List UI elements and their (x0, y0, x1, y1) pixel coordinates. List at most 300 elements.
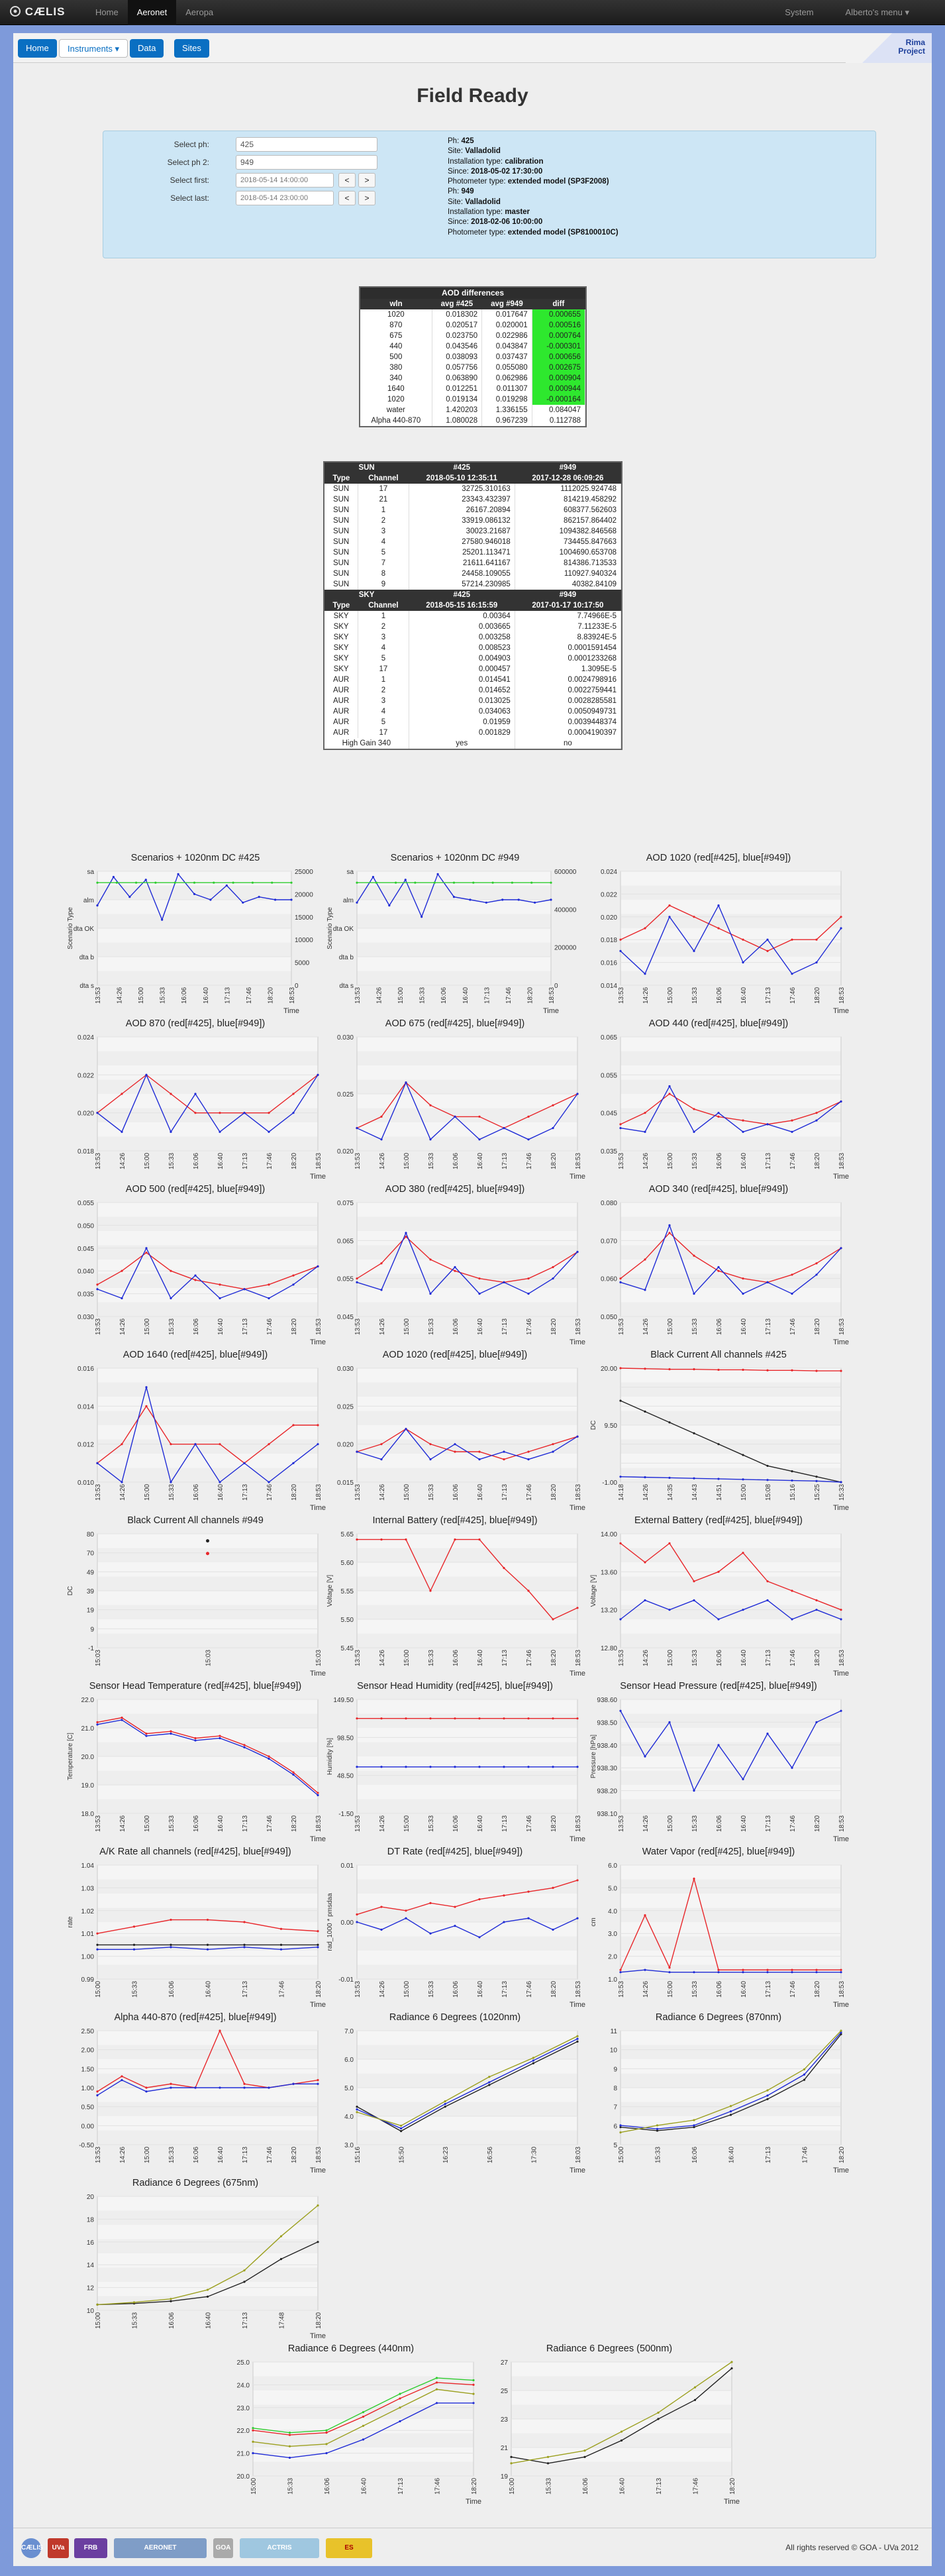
table-row (324, 643, 621, 653)
y-tick-label: 0.045 (600, 1110, 617, 1118)
data-point (478, 1766, 480, 1768)
y-tick-label: 1.02 (81, 1907, 94, 1915)
grid-band (621, 1728, 841, 1743)
grid-band (97, 2031, 318, 2045)
caelis-footer-logo[interactable]: CÆLIS (21, 2538, 41, 2558)
data-point (791, 1767, 793, 1769)
data-point (527, 1451, 529, 1453)
data-point (170, 1946, 172, 1948)
x-tick-label: 13:53 (95, 1815, 102, 1832)
nav-aeropa[interactable]: Aeropa (185, 7, 214, 17)
chart-svg (323, 1018, 587, 1184)
data-point (742, 1609, 744, 1611)
tab-sites[interactable]: Sites (174, 39, 209, 58)
y-tick-label: 20.0 (81, 1754, 94, 1761)
x-tick-label: 14:35 (667, 1483, 674, 1501)
data-point (96, 1283, 98, 1285)
data-point (116, 882, 118, 884)
user-menu (769, 0, 925, 25)
x-tick-label: 18:53 (315, 1815, 323, 1832)
x-tick-label: 17:13 (242, 1980, 249, 1998)
table-cell: 0.043847 (482, 341, 532, 352)
data-point (730, 2114, 732, 2116)
grid-band (621, 1894, 841, 1908)
x-tick-label: 15:00 (667, 1318, 674, 1335)
y-tick-label: 7 (613, 2104, 617, 2112)
x-axis-label: Time (570, 1173, 586, 1181)
data-point (280, 1944, 282, 1946)
y-tick-label: 3.0 (344, 2142, 354, 2149)
chart-27 (477, 2343, 742, 2509)
frb-logo[interactable]: FRB (74, 2538, 107, 2558)
x-tick-label: 13:53 (95, 1318, 102, 1335)
x-tick-label: 15:00 (667, 1649, 674, 1666)
info-model-label: Photometer type: (448, 228, 506, 237)
tab-data[interactable]: Data (130, 39, 164, 58)
nav-system[interactable]: System (785, 7, 814, 17)
x-tick-label: 18:53 (575, 1649, 582, 1666)
table-cell: SUN (324, 515, 358, 526)
table-row (360, 373, 585, 384)
grid-band (357, 1894, 577, 1908)
table-row (324, 579, 621, 590)
series-line-red (357, 1540, 577, 1619)
x-tick-label: 15:16 (789, 1483, 797, 1501)
data-point (815, 1112, 817, 1114)
data-point (527, 1917, 529, 1919)
x-tick-label: 15:00 (403, 1483, 411, 1501)
table-cell: 33919.086132 (409, 515, 515, 526)
data-point (815, 1609, 817, 1611)
table-cell: 0.018302 (432, 309, 482, 320)
table-cell: 0.0039448374 (515, 717, 621, 727)
table-cell: 0.084047 (532, 405, 585, 415)
x-tick-label: 16:56 (486, 2146, 494, 2163)
data-point (717, 1116, 719, 1118)
data-point (791, 1293, 793, 1295)
x-tick-label: 16:06 (716, 1318, 723, 1335)
x-tick-label: 17:13 (765, 1649, 772, 1666)
x-tick-label: 16:06 (193, 1318, 200, 1335)
data-point (454, 1266, 456, 1268)
x-tick-label: 16:40 (217, 1318, 224, 1335)
data-point (766, 1971, 768, 1973)
y-tick-label: 4.0 (608, 1907, 617, 1915)
table-cell: 1.336155 (482, 405, 532, 415)
x-tick-label: 18:20 (814, 1815, 821, 1832)
chart-title: AOD 380 (red[#425], blue[#949]) (385, 1184, 525, 1195)
data-point (717, 927, 719, 929)
x-tick-label: 13:53 (354, 1980, 362, 1998)
grid-band (97, 1037, 318, 1051)
chart-title: Scenarios + 1020nm DC #425 (130, 853, 260, 863)
data-point (380, 1538, 382, 1540)
table-cell: AUR (324, 717, 358, 727)
data-point (478, 1451, 480, 1453)
data-point (644, 1258, 646, 1260)
table-cell: 0.020517 (432, 320, 482, 331)
tab-home[interactable]: Home (18, 39, 57, 58)
first-next-button[interactable]: > (358, 173, 375, 188)
x-tick-label: 13:53 (618, 1980, 625, 1998)
table-cell: 734455.847663 (515, 537, 621, 547)
grid-band (357, 1562, 577, 1577)
table-cell: 814219.458292 (515, 494, 621, 505)
table-row (324, 674, 621, 685)
tab-instruments[interactable]: Instruments ▾ (59, 39, 128, 58)
data-point (400, 2130, 402, 2132)
table-cell: 1112025.924748 (515, 484, 621, 494)
x-tick-label: 16:40 (217, 1815, 224, 1832)
data-point (96, 2304, 98, 2306)
table-row (324, 738, 621, 749)
data-point (730, 2361, 732, 2363)
y-axis-label: Scenario Type (67, 907, 74, 949)
x-axis-label: Time (833, 1835, 850, 1843)
info-site-label: Site: (448, 197, 464, 206)
table-cell: 0.0028285581 (515, 696, 621, 706)
table-cell: 25201.113471 (409, 547, 515, 558)
last-next-button[interactable]: > (358, 191, 375, 205)
data-point (766, 1479, 768, 1481)
table-cell: SKY (324, 643, 358, 653)
chart-20 (323, 1847, 587, 2012)
data-point (243, 1112, 245, 1114)
y-tick-label: dta b (338, 954, 354, 961)
table-header-row (324, 600, 621, 611)
grid-band (97, 1591, 318, 1605)
x-tick-label: 17:13 (501, 1152, 509, 1169)
table-header: #425 (409, 590, 515, 600)
actris-logo[interactable]: ACTRIS (240, 2538, 319, 2558)
x-tick-label: 16:06 (324, 2477, 331, 2495)
y-tick-label: dta s (339, 983, 354, 990)
data-point (742, 1552, 744, 1554)
data-point (372, 876, 374, 878)
data-point (429, 1933, 431, 1935)
x-axis-label: Time (833, 2001, 850, 2009)
grid-band (621, 1699, 841, 1714)
x-tick-label: 15:03 (315, 1649, 323, 1666)
table-cell: 0.001829 (409, 727, 515, 738)
y-tick-label: 12 (86, 2284, 94, 2292)
grid-band (621, 1203, 841, 1217)
first-date-input[interactable]: 2018-05-14 14:00:00 (236, 173, 334, 188)
data-point (840, 1969, 842, 1971)
y-tick-label: 0.50 (81, 2104, 94, 2112)
table-cell: 340 (360, 373, 432, 384)
data-point (453, 882, 455, 884)
chart-svg (323, 1350, 587, 1515)
aeronet-logo[interactable]: AERONET (114, 2538, 207, 2558)
data-point (380, 1717, 382, 1719)
data-point (96, 1944, 98, 1946)
data-point (454, 1443, 456, 1445)
data-point (170, 1944, 172, 1946)
selection-form (103, 131, 876, 258)
x-tick-label: 15:00 (403, 1980, 411, 1998)
grid-band (357, 900, 551, 914)
table-row (360, 320, 585, 331)
x-tick-label: 17:13 (765, 987, 772, 1004)
first-prev-button[interactable]: < (338, 173, 356, 188)
data-point (317, 1424, 319, 1426)
rima-project-logo[interactable] (846, 33, 932, 63)
data-point (717, 1971, 719, 1973)
y-tick-label: 70 (86, 1550, 94, 1558)
x-tick-label: 17:46 (278, 1980, 286, 1998)
grid-band (621, 1454, 841, 1468)
x-tick-label: 14:51 (716, 1483, 723, 1501)
data-point (766, 1580, 768, 1582)
data-point (356, 1921, 358, 1923)
section-tabs (13, 33, 932, 63)
grid-band (357, 1756, 577, 1771)
ph2-select[interactable]: 949 (236, 155, 377, 170)
chart-svg (323, 853, 587, 1018)
x-tick-label: 17:46 (526, 1152, 533, 1169)
data-point (840, 916, 842, 918)
data-point (644, 1112, 646, 1114)
data-point (380, 1443, 382, 1445)
x-tick-label: 15:03 (205, 1649, 213, 1666)
x-tick-label: 16:06 (193, 1152, 200, 1169)
data-point (730, 2110, 732, 2112)
last-date-input[interactable]: 2018-05-14 23:00:00 (236, 191, 334, 205)
y-tick-label: 0.050 (77, 1222, 94, 1230)
chart-title: Radiance 6 Degrees (1020nm) (389, 2012, 521, 2023)
x-tick-label: 15:00 (95, 1980, 102, 1998)
table-row (360, 384, 585, 394)
x-tick-label: 16:06 (716, 1649, 723, 1666)
table-header: 2018-05-15 16:15:59 (409, 600, 515, 611)
x-tick-label: 15:00 (144, 1152, 151, 1169)
table-cell: 0.017647 (482, 309, 532, 320)
x-tick-label: 15:03 (95, 1649, 102, 1666)
data-point (644, 973, 646, 975)
table-cell: 0.000764 (532, 331, 585, 341)
x-tick-label: 16:40 (740, 1318, 748, 1335)
x-tick-label: 18:20 (267, 987, 275, 1004)
x-tick-label: 14:26 (642, 987, 650, 1004)
goa-logo[interactable]: GOA (213, 2538, 233, 2558)
x-axis-label: Time (570, 1670, 586, 1678)
data-point (356, 902, 358, 904)
data-point (356, 2111, 358, 2113)
data-point (243, 1944, 245, 1946)
data-point (619, 939, 621, 941)
nav-home[interactable]: Home (95, 7, 119, 17)
y-tick-label: 0.020 (336, 1441, 354, 1449)
spain-gov-logo[interactable]: ES (326, 2538, 372, 2558)
table-cell: 30023.21687 (409, 526, 515, 537)
nav-aeronet[interactable]: Aeronet (128, 0, 177, 25)
nav-user-menu[interactable]: Alberto's menu ▾ (845, 7, 909, 17)
y-tick-label: 0.00 (81, 2123, 94, 2131)
data-point (399, 2397, 401, 2399)
data-point (219, 2086, 221, 2088)
y-tick-label: 0.035 (600, 1148, 617, 1155)
data-point (840, 1100, 842, 1102)
data-point (668, 1085, 670, 1087)
y-tick-label: -1.50 (338, 1811, 354, 1818)
x-tick-label: 17:13 (397, 2477, 405, 2495)
y-tick-label: 18 (86, 2216, 94, 2224)
y-tick-label: 0.014 (600, 983, 617, 990)
y-tick-label: 2.00 (81, 2047, 94, 2055)
data-point (133, 2301, 135, 2303)
grid-band (357, 1368, 577, 1383)
y-tick-label: 98.50 (336, 1735, 354, 1743)
y-tick-label: 1.01 (81, 1931, 94, 1939)
data-point (730, 2367, 732, 2369)
table-cell: 0.0024798916 (515, 674, 621, 685)
data-point (472, 2384, 474, 2386)
data-point (219, 1443, 221, 1445)
data-point (717, 1571, 719, 1573)
data-point (145, 1735, 147, 1737)
x-tick-label: 16:06 (452, 1980, 460, 1998)
y-tick-label: 0.045 (77, 1245, 94, 1253)
chart-title: AOD 675 (red[#425], blue[#949]) (385, 1018, 525, 1029)
data-point (503, 1567, 505, 1569)
x-axis-label: Time (283, 1007, 300, 1015)
y-tick-label: 5.50 (340, 1617, 354, 1624)
table-cell: SUN (324, 579, 358, 590)
y-axis-label: Scenario Type (326, 907, 334, 949)
table-cell: AUR (324, 685, 358, 696)
x-tick-label: 15:16 (354, 2146, 362, 2163)
x-tick-label: 16:06 (452, 1649, 460, 1666)
brand-logo[interactable] (9, 5, 65, 19)
grid-band (97, 1562, 318, 1577)
grid-band (357, 1203, 577, 1217)
chart-svg (586, 853, 851, 1018)
x-tick-label: 15:33 (287, 2477, 295, 2495)
table-row (324, 685, 621, 696)
x-tick-label: 17:46 (266, 1815, 274, 1832)
y-tick-label: 0.040 (77, 1268, 94, 1276)
grid-band (97, 1865, 318, 1880)
x-tick-label: 15:33 (691, 1649, 699, 1666)
chart-title: DT Rate (red[#425], blue[#949]) (387, 1847, 523, 1857)
x-tick-label: 14:26 (642, 1980, 650, 1998)
table-cell: 0.003258 (409, 632, 515, 643)
y-tick-label: dta b (79, 954, 94, 961)
data-point (429, 1902, 431, 1904)
grid-band (357, 1951, 577, 1965)
info1-model: extended model (SP3F2008) (507, 178, 609, 186)
data-point (356, 882, 358, 884)
data-point (444, 2103, 446, 2105)
x-axis-label: Time (833, 1670, 850, 1678)
table-cell: 1.3095E-5 (515, 664, 621, 674)
chart-title: Radiance 6 Degrees (500nm) (546, 2343, 673, 2354)
data-point (243, 2281, 245, 2282)
data-point (436, 2377, 438, 2379)
data-point (145, 1247, 147, 1249)
table-cell: 380 (360, 362, 432, 373)
ph1-label: Select ph: (174, 140, 209, 149)
data-point (207, 2296, 209, 2298)
table-cell: 2 (358, 685, 409, 696)
first-label: Select first: (170, 176, 209, 185)
table-header-row (324, 590, 621, 600)
y-tick-label: 5 (613, 2142, 617, 2149)
data-point (766, 939, 768, 941)
data-point (356, 1451, 358, 1453)
y-tick-label: 14.00 (600, 1531, 617, 1538)
uva-logo[interactable]: UVa (48, 2538, 69, 2558)
data-point (380, 1766, 382, 1768)
data-point (576, 1251, 578, 1253)
ph1-select[interactable]: 425 (236, 137, 377, 152)
x-tick-label: 15:33 (168, 1483, 175, 1501)
info2-since: 2018-02-06 10:00:00 (471, 218, 543, 227)
data-point (400, 2127, 402, 2129)
data-point (317, 1792, 319, 1794)
x-tick-label: 17:30 (530, 2146, 538, 2163)
y-tick-label: 39 (86, 1588, 94, 1595)
y-tick-label: 0.022 (77, 1072, 94, 1080)
data-point (552, 1887, 554, 1889)
info-ph-label: Ph: (448, 188, 460, 196)
data-point (815, 1969, 817, 1971)
data-point (121, 1131, 123, 1133)
data-point (145, 1074, 147, 1076)
grid-band (357, 1122, 577, 1137)
data-point (742, 1131, 744, 1133)
table-row (324, 611, 621, 621)
chart-svg (63, 853, 328, 1018)
table-cell: 4 (358, 643, 409, 653)
data-point (619, 1710, 621, 1712)
data-point (400, 2125, 402, 2127)
x-tick-label: 17:46 (526, 1649, 533, 1666)
x-tick-label: 17:46 (789, 1815, 797, 1832)
last-prev-button[interactable]: < (338, 191, 356, 205)
x-tick-label: 17:48 (278, 2312, 286, 2329)
y-tick-label: 80 (86, 1531, 94, 1538)
x-tick-label: 17:46 (434, 2477, 442, 2495)
data-point (668, 1093, 670, 1095)
x-axis-label: Time (466, 2498, 482, 2506)
x-tick-label: 13:53 (354, 1483, 362, 1501)
data-point (840, 1247, 842, 1249)
y-tick-label: 23.0 (236, 2404, 250, 2412)
x-tick-label: 17:46 (789, 1318, 797, 1335)
y-tick-label: 9 (90, 1626, 94, 1634)
data-point (362, 2425, 364, 2427)
data-point (219, 1297, 221, 1299)
data-point (815, 1599, 817, 1601)
data-point (742, 939, 744, 941)
table-cell: 23343.432397 (409, 494, 515, 505)
data-point (209, 898, 211, 900)
x-tick-label: 15:00 (250, 2477, 258, 2495)
data-point (429, 1138, 431, 1140)
chart-title: AOD 1020 (red[#425], blue[#949]) (382, 1350, 528, 1360)
y-tick-label: 49 (86, 1569, 94, 1577)
data-point (503, 1281, 505, 1283)
data-point (405, 1232, 407, 1234)
x-tick-label: 15:33 (428, 1815, 435, 1832)
x-tick-label: 17:13 (242, 2312, 249, 2329)
chart-title: A/K Rate all channels (red[#425], blue[#949]) (99, 1847, 291, 1857)
grid-band (97, 1454, 318, 1468)
data-point (194, 1443, 196, 1445)
project-label: Project (898, 46, 925, 56)
